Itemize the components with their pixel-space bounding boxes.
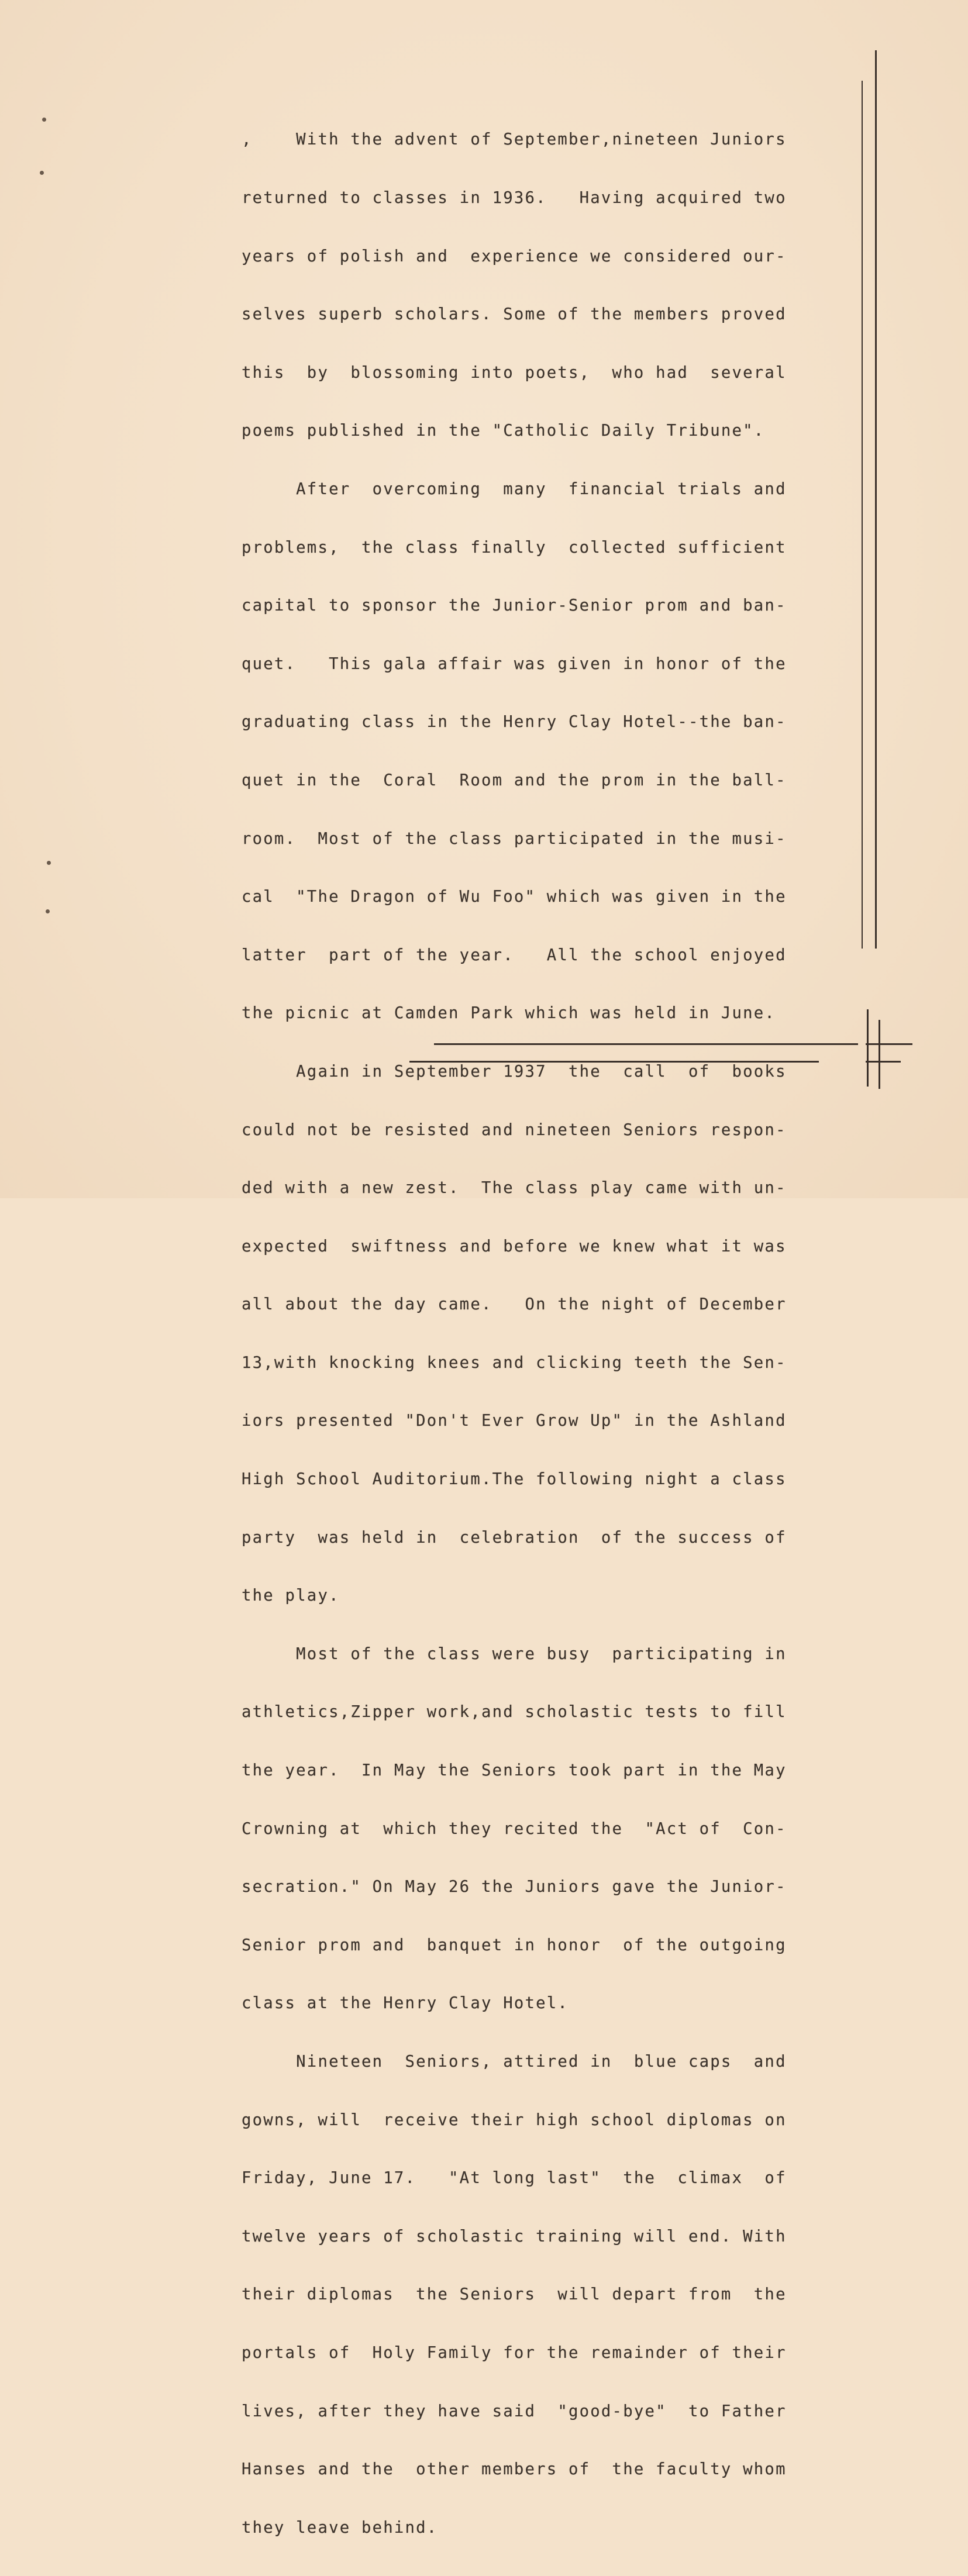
text-line: poems published in the "Catholic Daily Tribune". [242, 422, 765, 440]
text-line: portals of Holy Family for the remainder of their [242, 2343, 787, 2362]
text-line: all about the day came. On the night of December [242, 1295, 787, 1314]
text-line: they leave behind. [242, 2518, 438, 2537]
text-line: twelve years of scholastic training will end. With [242, 2227, 787, 2246]
text-line: capital to sponsor the Junior-Senior prom and ban- [242, 596, 787, 615]
text-line: gowns, will receive their high school diplomas on [242, 2111, 787, 2129]
text-line: graduating class in the Henry Clay Hotel--the ban- [242, 713, 787, 732]
text-line: class at the Henry Clay Hotel. [242, 1994, 569, 2013]
text-line: lives, after they have said "good-bye" to Father [242, 2402, 787, 2420]
text-line: 13,with knocking knees and clicking teeth the Sen- [242, 1353, 787, 1372]
corner-rule-lower [866, 1061, 901, 1063]
text-line: athletics,Zipper work,and scholastic tests to fill [242, 1703, 787, 1722]
bottom-rule-lower [409, 1061, 819, 1063]
text-line: Again in September 1937 the call of books [242, 1062, 787, 1081]
text-line: iors presented "Don't Ever Grow Up" in the Ashland [242, 1412, 787, 1430]
text-line: Most of the class were busy participating in [242, 1644, 787, 1663]
corner-rule-vertical-1 [867, 1009, 869, 1087]
text-line: selves superb scholars. Some of the members proved [242, 305, 787, 324]
binding-dot [42, 118, 46, 122]
text-line: Nineteen Seniors, attired in blue caps and [242, 2053, 787, 2071]
text-line: this by blossoming into poets, who had several [242, 363, 787, 382]
text-line: Senior prom and banquet in honor of the outgoing [242, 1936, 787, 1954]
binding-dot [40, 171, 44, 175]
text-line: returned to classes in 1936. Having acquired two [242, 189, 787, 207]
text-line: expected swiftness and before we knew what it was [242, 1237, 787, 1256]
text-line: latter part of the year. All the school enjoyed [242, 946, 787, 964]
bottom-rule-upper [434, 1043, 858, 1045]
right-border-rule-inner [862, 81, 863, 949]
text-line: room. Most of the class participated in the musi- [242, 829, 787, 848]
text-line: their diplomas the Seniors will depart from the [242, 2285, 787, 2304]
text-line: quet. This gala affair was given in honor of the [242, 654, 787, 673]
text-line: secration." On May 26 the Juniors gave the Junior- [242, 1878, 787, 1896]
typed-text-block [242, 91, 832, 2576]
text-line: party was held in celebration of the success of [242, 1528, 787, 1547]
text-line: the play. [242, 1587, 340, 1605]
corner-rule-upper [866, 1043, 912, 1045]
text-line: the picnic at Camden Park which was held in June. [242, 1004, 776, 1023]
text-line: Crowning at which they recited the "Act of Con- [242, 1819, 787, 1838]
binding-dot [47, 861, 51, 865]
text-line: problems, the class finally collected sufficient [242, 538, 787, 557]
text-line: High School Auditorium.The following night a class [242, 1470, 787, 1489]
right-border-rule-outer [875, 50, 877, 949]
text-line: the year. In May the Seniors took part in the May [242, 1761, 787, 1780]
text-line: quet in the Coral Room and the prom in the ball- [242, 771, 787, 789]
text-line: , With the advent of September,nineteen Juniors [242, 130, 787, 149]
text-line: could not be resisted and nineteen Seniors respon- [242, 1120, 787, 1139]
corner-rule-vertical-2 [879, 1020, 880, 1089]
text-line: cal "The Dragon of Wu Foo" which was given in the [242, 888, 787, 906]
text-line: ded with a new zest. The class play came with un- [242, 1179, 787, 1198]
binding-dot [46, 909, 50, 913]
text-line: Hanses and the other members of the faculty whom [242, 2460, 787, 2479]
text-line: Friday, June 17. "At long last" the climax of [242, 2169, 787, 2188]
text-line: After overcoming many financial trials and [242, 480, 787, 498]
text-line: years of polish and experience we considered our- [242, 247, 787, 265]
